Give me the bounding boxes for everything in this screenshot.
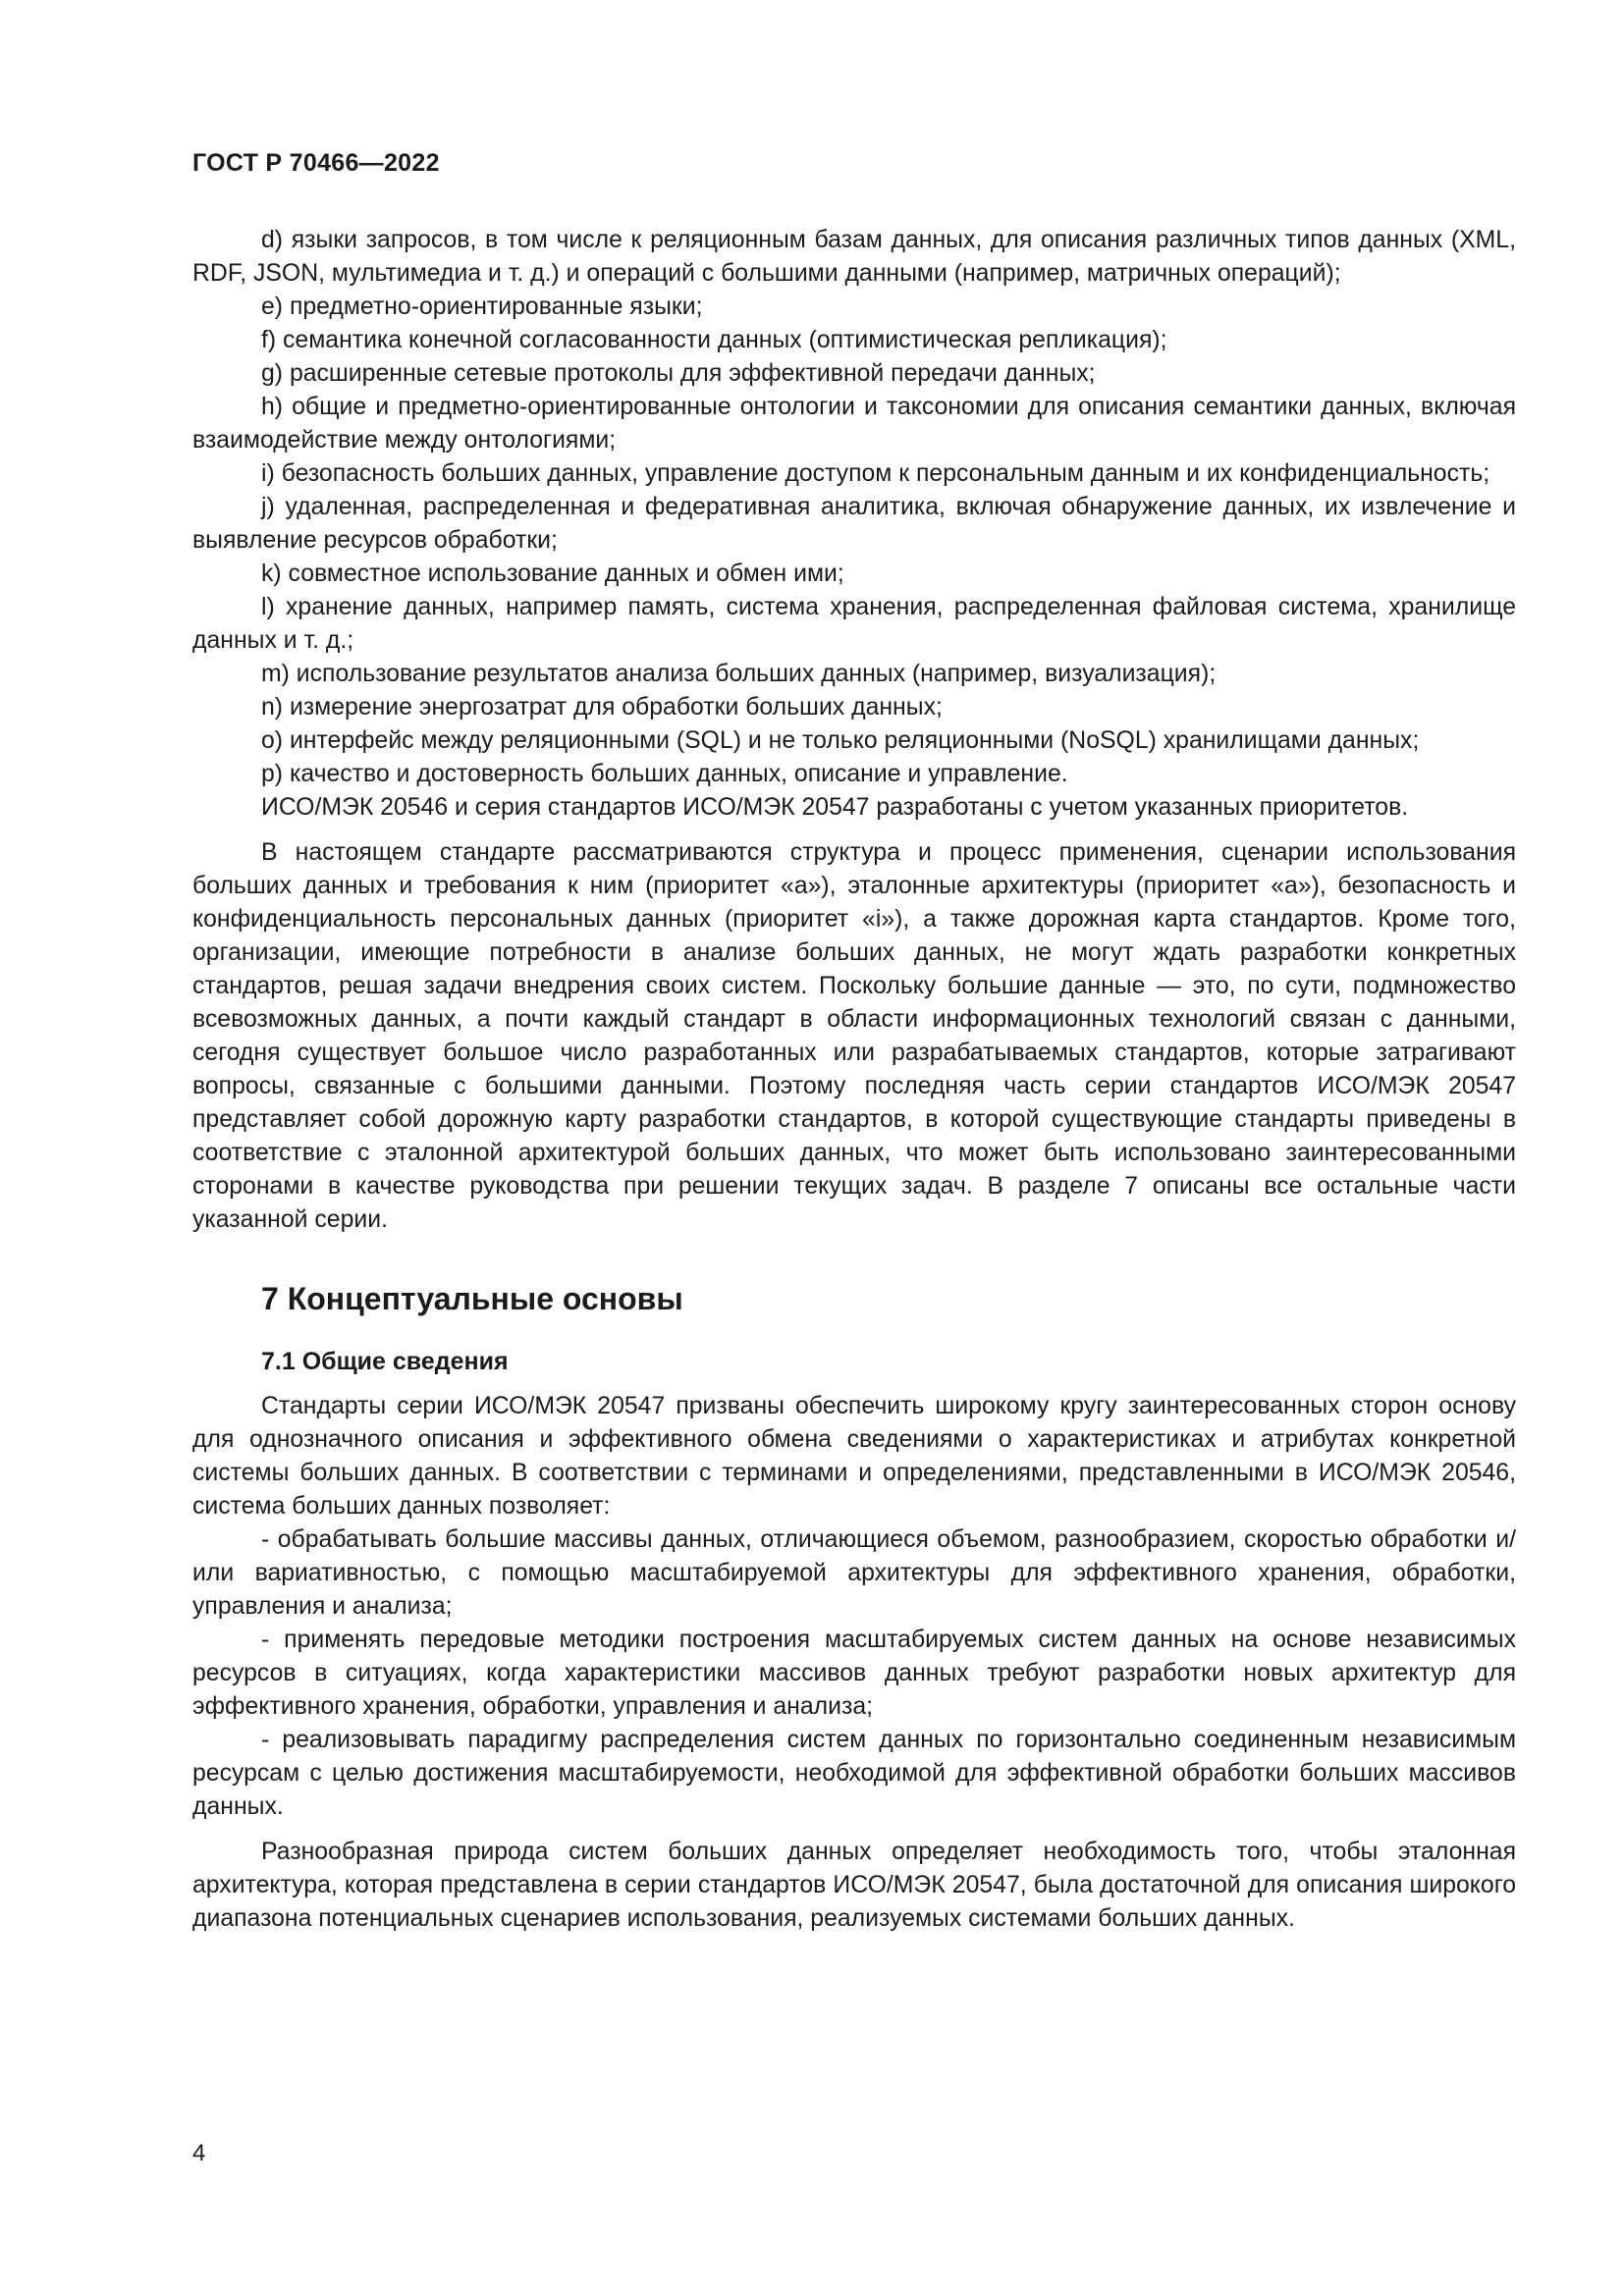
list-item: o) интерфейс между реляционными (SQL) и не только реляционными (NoSQL) хранилищами данных; bbox=[261, 727, 1420, 754]
document-id: ГОСТ Р 70466—2022 bbox=[192, 149, 440, 177]
final-paragraph: Разнообразная природа систем больших данных определяет необходимость того, чтобы эталонная архитектура, которая представлена в серии стандартов ИСО/МЭК 20547, была достаточной для описания широкого диапазона потенциальных сценариев использования, реализуемых системами больших данных. bbox=[192, 1839, 1516, 1932]
bullet-item: - применять передовые методики построения масштабируемых систем данных на основе независимых ресурсов в ситуациях, когда характеристики массивов данных требуют разработки новых архитектур для эффективного хранения, обработки, управления и анализа; bbox=[192, 1627, 1516, 1720]
subsection-title: 7.1 Общие сведения bbox=[261, 1348, 509, 1375]
list-item: d) языки запросов, в том числе к реляционным базам данных, для описания различных типов данных (XML, RDF, JSON, мультимедиа и т. д.) и операций с большими данными (например, матричных операций); bbox=[192, 227, 1516, 287]
bullet-item: - реализовывать парадигму распределения систем данных по горизонтально соединенным независимым ресурсам с целью достижения масштабируемости, необходимой для эффективной обработки больших массивов данных. bbox=[192, 1727, 1516, 1820]
list-item: k) совместное использование данных и обмен ими; bbox=[261, 561, 844, 587]
list-item: i) безопасность больших данных, управление доступом к персональным данным и их конфиденциальность; bbox=[261, 460, 1490, 487]
list-item: m) использование результатов анализа больших данных (например, визуализация); bbox=[261, 661, 1217, 687]
document-body bbox=[192, 224, 1516, 1936]
list-item: e) предметно-ориентированные языки; bbox=[261, 294, 703, 320]
list-item: h) общие и предметно-ориентированные онтологии и таксономии для описания семантики данных, включая взаимодействие между онтологиями; bbox=[192, 394, 1516, 454]
list-item: p) качество и достоверность больших данных, описание и управление. bbox=[261, 761, 1068, 787]
list-item: l) хранение данных, например память, система хранения, распределенная файловая система, хранилище данных и т. д.; bbox=[192, 594, 1516, 654]
intro-paragraph: Стандарты серии ИСО/МЭК 20547 призваны обеспечить широкому кругу заинтересованных сторон основу для однозначного описания и эффективного обмена сведениями о характеристиках и атрибутах конкретной системы больших данных. В соответствии с терминами и определениями, представленными в ИСО/МЭК 20546, система больших данных позволяет: bbox=[192, 1393, 1516, 1520]
section-title: 7 Концептуальные основы bbox=[261, 1281, 683, 1316]
list-item: g) расширенные сетевые протоколы для эффективной передачи данных; bbox=[261, 360, 1096, 387]
scope-paragraph: В настоящем стандарте рассматриваются структура и процесс применения, сценарии использования больших данных и требования к ним (приоритет «а»), эталонные архитектуры (приоритет «а»), безопасность и конфиденциальность персональных данных (приоритет «i»), а также дорожная карта стандартов. Кроме того, организации, имеющие потребности в анализе больших данных, не могут ждать разработки конкретных стандартов, решая задачи внедрения своих систем. Поскольку большие данные — это, по сути, подмножество всевозможных данных, а почти каждый стандарт в области информационных технологий связан с данными, сегодня существует большое число разработанных или разрабатываемых стандартов, которые затрагивают вопросы, связанные с большими данными. Поэтому последняя часть серии стандартов ИСО/МЭК 20547 представляет собой дорожную карту разработки стандартов, в которой существующие стандарты приведены в соответствие с эталонной архитектурой больших данных, что может быть использовано заинтересованными сторонами в качестве руководства при решении текущих задач. В разделе 7 описаны все остальные части указанной серии. bbox=[192, 839, 1516, 1233]
page-number: 4 bbox=[192, 2140, 206, 2166]
list-item: f) семантика конечной согласованности данных (оптимистическая репликация); bbox=[261, 327, 1167, 353]
bullet-item: - обрабатывать большие массивы данных, отличающиеся объемом, разнообразием, скоростью обработки и/или вариативностью, с помощью масштабируемой архитектуры для эффективного хранения, обработки, управления и анализа; bbox=[192, 1526, 1516, 1620]
priorities-paragraph: ИСО/МЭК 20546 и серия стандартов ИСО/МЭК 20547 разработаны с учетом указанных приоритетов. bbox=[261, 794, 1409, 821]
list-item: n) измерение энергозатрат для обработки больших данных; bbox=[261, 694, 943, 721]
list-item: j) удаленная, распределенная и федеративная аналитика, включая обнаружение данных, их извлечение и выявление ресурсов обработки; bbox=[192, 494, 1516, 554]
